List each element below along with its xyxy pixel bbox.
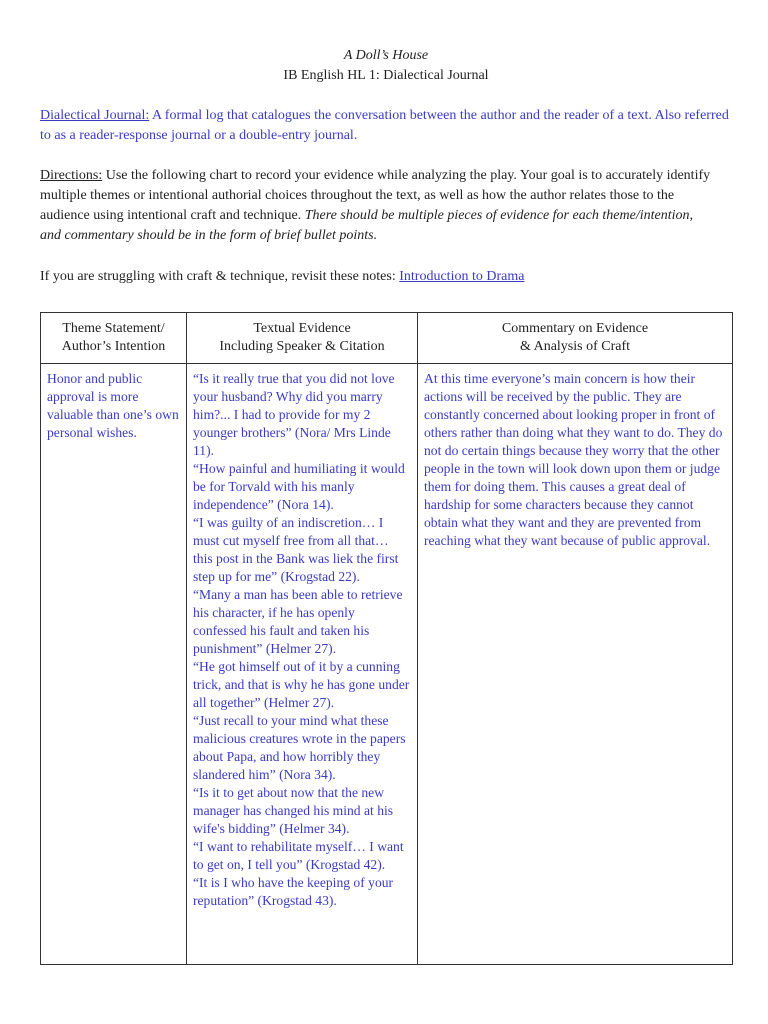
definition-paragraph [40,106,732,146]
commentary-cell[interactable] [418,364,733,965]
commentary-text: At this time everyone’s main concern is how their actions will be received by the public. They are constantly concerned about looking proper in front of others rather than doing what they want to do. They do not do certain things because they worry that the other people in the town will look down upon them or judge them for doing them. This causes a great deal of hardship for some characters because they cannot obtain what they want and they are prevented from reaching what they want because of public approval. [424,371,723,548]
theme-text: Honor and public approval is more valuable than one’s own personal wishes. [47,371,179,440]
directions-paragraph [40,166,712,246]
directions-italic-text: There should be multiple pieces of evidence for each theme/intention, and commentary should be in the form of brief bullet points. [40,208,694,243]
definition-text: A formal log that catalogues the conversation between the author and the reader of a text. Also referred to as a reader-response journal or a double-entry journal. [40,108,729,143]
header-commentary-line1: Commentary on Evidence [501,321,649,336]
header-commentary [418,313,733,364]
header-theme-statement [41,313,187,364]
introduction-to-drama-link[interactable]: Introduction to Drama [399,269,525,284]
dialectical-journal-table [40,312,733,965]
evidence-cell[interactable] [187,364,418,965]
evidence-text: “Is it really true that you did not love your husband? Why did you marry him?... I had to provide for my 2 younger brothers” (Nora/ Mrs Linde 11). “How painful and humiliating it would be for Torvald with his manly independence” (Nora 14). “I was guilty of an indiscretion… I must cut myself free from all that… this post in the Bank was liek the first step up for me” (Krogstad 22). “Many a man has been able to retrieve his character, if he has openly confessed his fault and taken his punishment” (Helmer 27). “He got himself out of it by a cunning trick, and that is why he has gone under all together” (Helmer 27). “Just recall to your mind what these malicious creatures wrote in the papers about Papa, and how horribly they slandered him” (Nora 34). “Is it to get about now that the new manager has changed his mind at his wife's bidding” (Helmer 34). “I want to rehabilitate myself… I want to get on, I tell you” (Krogstad 42). “It is I who have the keeping of your reputation” (Krogstad 43). [193,371,410,908]
struggle-note [40,267,732,287]
document-subtitle: IB English HL 1: Dialectical Journal [283,68,489,83]
directions-text: Use the following chart to record your evidence while analyzing the play. Your goal is to accurately identify multiple themes or intentional authorial choices throughout the text, as well as how the author relates those to the audience using intentional craft and technique. [40,168,711,223]
table-row [41,364,733,965]
header-textual-evidence [187,313,418,364]
header-theme-line2: Author’s Intention [61,339,166,354]
definition-term: Dialectical Journal: [40,108,150,123]
header-theme-line1: Theme Statement/ [62,321,165,336]
table-header-row [41,313,733,364]
document-title: A Doll’s House [343,48,429,63]
header-commentary-line2: & Analysis of Craft [519,339,631,354]
directions-label: Directions: [40,168,103,183]
document-page [40,46,732,287]
theme-cell[interactable] [41,364,187,965]
header-evidence-line2: Including Speaker & Citation [219,339,385,354]
struggle-note-text: If you are struggling with craft & technique, revisit these notes: [40,269,400,284]
header-evidence-line1: Textual Evidence [253,321,351,336]
